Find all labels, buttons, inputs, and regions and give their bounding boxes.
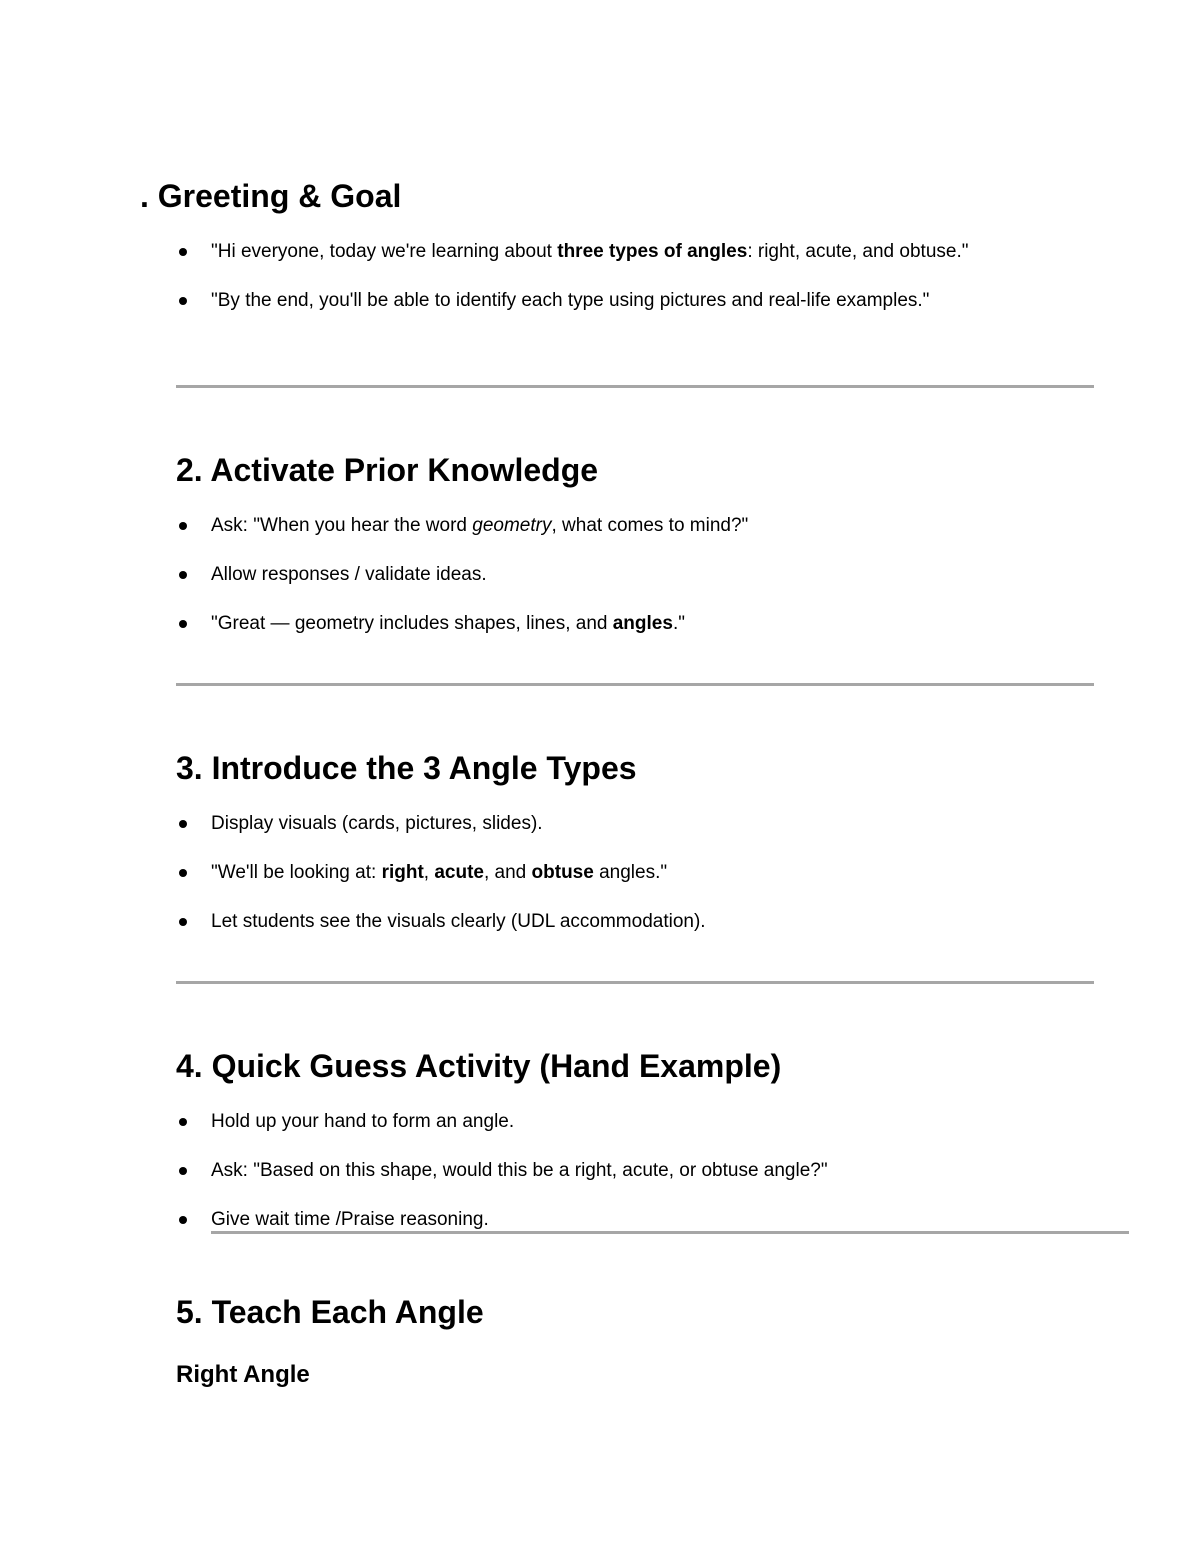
bullet-icon: [179, 571, 187, 579]
bullet-icon: [179, 522, 187, 530]
list-item: "Great — geometry includes shapes, lines, and angles.": [176, 611, 1056, 636]
section-2-list: [176, 513, 1056, 636]
list-item: Allow responses / validate ideas.: [176, 562, 1056, 587]
bullet-icon: [179, 1167, 187, 1175]
section-1-list: [176, 239, 1056, 313]
section-divider: [176, 385, 1094, 388]
section-divider: [176, 981, 1094, 984]
list-item: Ask: "When you hear the word geometry, what comes to mind?": [176, 513, 1056, 538]
section-1-heading: . Greeting & Goal: [140, 178, 402, 214]
bullet-icon: [179, 297, 187, 305]
section-3-heading: 3. Introduce the 3 Angle Types: [176, 750, 637, 786]
list-item: Let students see the visuals clearly (UDL accommodation).: [176, 909, 1056, 934]
right-angle-subheading: Right Angle: [176, 1361, 310, 1388]
list-item: "We'll be looking at: right, acute, and obtuse angles.": [176, 860, 1056, 885]
section-divider: [211, 1231, 1129, 1234]
bullet-icon: [179, 248, 187, 256]
bullet-icon: [179, 918, 187, 926]
section-3-list: [176, 811, 1056, 934]
section-2-heading: 2. Activate Prior Knowledge: [176, 452, 599, 488]
list-item: Give wait time /Praise reasoning.: [176, 1207, 1056, 1232]
list-item: Hold up your hand to form an angle.: [176, 1109, 1056, 1134]
list-item: Display visuals (cards, pictures, slides).: [176, 811, 1056, 836]
section-5-heading: 5. Teach Each Angle: [176, 1294, 484, 1330]
bullet-icon: [179, 620, 187, 628]
list-item: "Hi everyone, today we're learning about three types of angles: right, acute, and obtuse.": [176, 239, 1056, 264]
bullet-icon: [179, 820, 187, 828]
bullet-icon: [179, 869, 187, 877]
bullet-icon: [179, 1118, 187, 1126]
bullet-icon: [179, 1216, 187, 1224]
list-item: "By the end, you'll be able to identify each type using pictures and real-life examples.": [176, 288, 1056, 313]
section-divider: [176, 683, 1094, 686]
section-4-list: [176, 1109, 1056, 1232]
list-item: Ask: "Based on this shape, would this be a right, acute, or obtuse angle?": [176, 1158, 1056, 1183]
section-4-heading: 4. Quick Guess Activity (Hand Example): [176, 1048, 782, 1084]
